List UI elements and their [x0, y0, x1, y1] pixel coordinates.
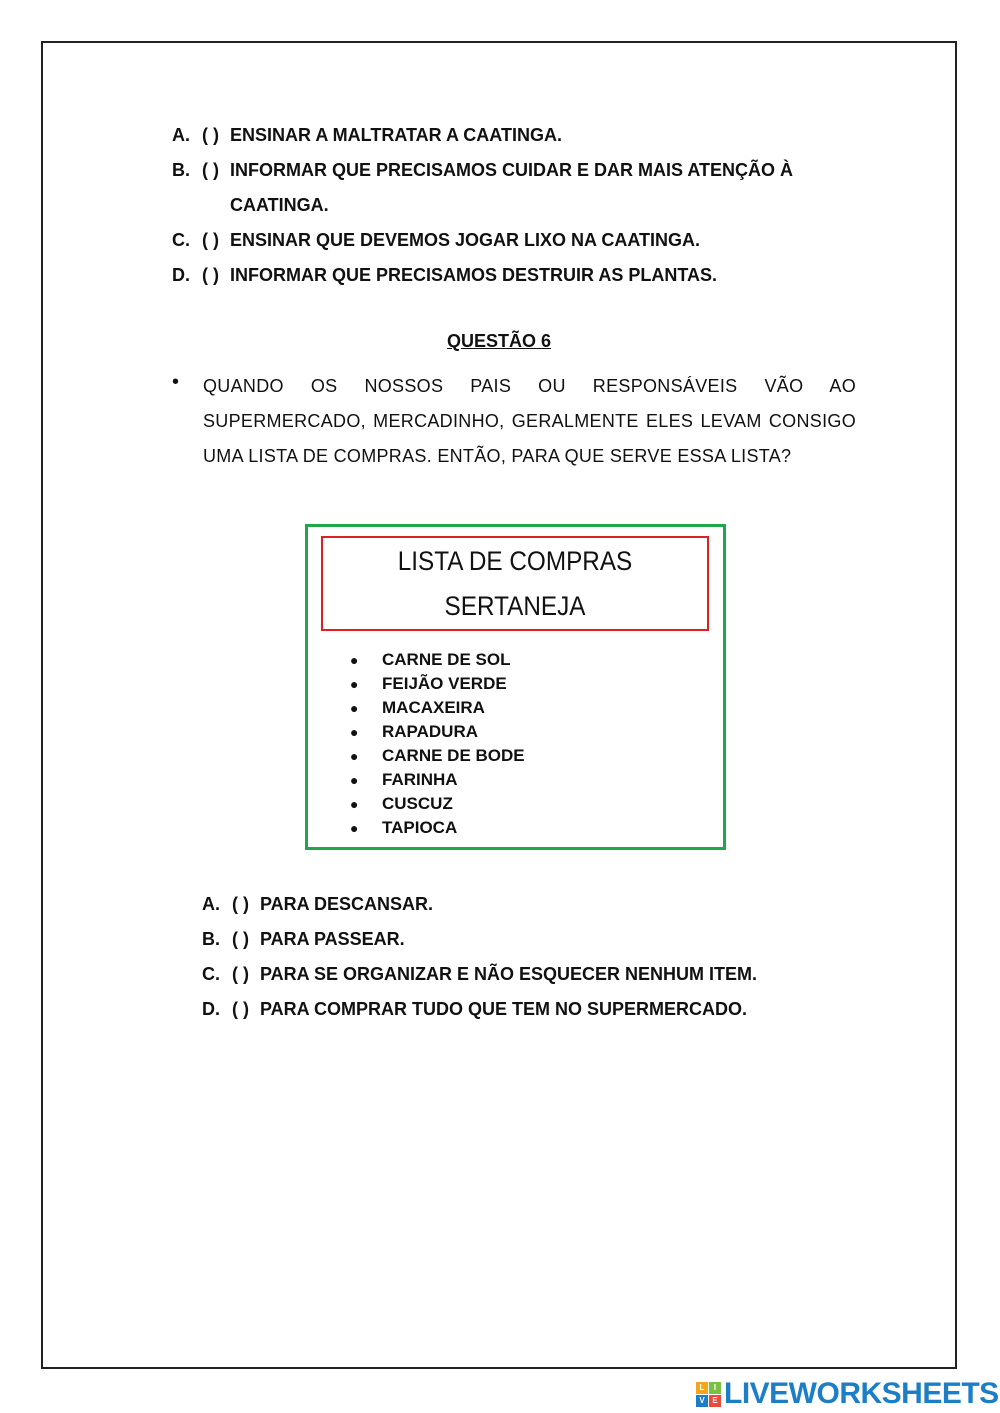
- list-item: [350, 768, 525, 792]
- option-letter: D.: [172, 265, 190, 285]
- option-checkbox[interactable]: ( ): [202, 125, 219, 145]
- list-item: [350, 648, 525, 672]
- list-item-text: TAPIOCA: [382, 818, 458, 837]
- list-item-text: CUSCUZ: [382, 794, 453, 813]
- question6-options: [202, 887, 862, 1027]
- bullet-icon: •: [172, 371, 180, 393]
- shopping-list-title-box: [321, 536, 709, 631]
- option-letter: B.: [172, 160, 190, 180]
- option-letter: B.: [202, 929, 220, 949]
- shopping-list-title-line2: SERTANEJA: [444, 591, 586, 621]
- option-checkbox[interactable]: ( ): [202, 265, 219, 285]
- option-checkbox[interactable]: ( ): [232, 964, 249, 984]
- logo-text: LIVEWORKSHEETS: [724, 1377, 999, 1410]
- option-checkbox[interactable]: ( ): [202, 160, 219, 180]
- question5-option-b[interactable]: [172, 153, 856, 223]
- option-text: INFORMAR QUE PRECISAMOS CUIDAR E DAR MAIS ATENÇÃO À CAATINGA.: [230, 160, 794, 215]
- question6-option-c[interactable]: [202, 957, 862, 992]
- list-item-text: FEIJÃO VERDE: [382, 674, 507, 693]
- logo-mark-letter: E: [709, 1395, 721, 1407]
- list-item-text: RAPADURA: [382, 722, 479, 741]
- option-letter: D.: [202, 999, 220, 1019]
- list-item: [350, 792, 525, 816]
- list-item: [350, 696, 525, 720]
- option-checkbox[interactable]: ( ): [232, 894, 249, 914]
- logo-mark-letter: L: [696, 1382, 708, 1394]
- question5-option-a[interactable]: [172, 118, 856, 153]
- question6-option-a[interactable]: [202, 887, 862, 922]
- list-item-text: CARNE DE BODE: [382, 746, 525, 765]
- option-text: PARA SE ORGANIZAR E NÃO ESQUECER NENHUM ITEM.: [260, 964, 758, 984]
- option-letter: C.: [202, 964, 220, 984]
- logo-mark-icon: [696, 1382, 721, 1407]
- shopping-list-title-line1: LISTA DE COMPRAS: [397, 546, 633, 576]
- bullet-icon: ●: [350, 652, 359, 668]
- list-item-text: CARNE DE SOL: [382, 650, 511, 669]
- question6-option-b[interactable]: [202, 922, 862, 957]
- list-item: [350, 672, 525, 696]
- bullet-icon: ●: [350, 676, 359, 692]
- list-item: [350, 720, 525, 744]
- question5-options: [172, 118, 856, 293]
- logo-mark-letter: I: [709, 1382, 721, 1394]
- option-checkbox[interactable]: ( ): [232, 929, 249, 949]
- logo-mark-letter: V: [696, 1395, 708, 1407]
- question6-title-text: QUESTÃO 6: [446, 331, 552, 351]
- question6-prompt: QUANDO OS NOSSOS PAIS OU RESPONSÁVEIS VÃO AO SUPERMERCADO, MERCADINHO, GERALMENTE ELES LEVAM CONSIGO UMA LISTA DE COMPRAS. ENTÃO, PARA QUE SERVE ESSA LISTA?: [203, 376, 856, 466]
- option-checkbox[interactable]: ( ): [202, 230, 219, 250]
- option-checkbox[interactable]: ( ): [232, 999, 249, 1019]
- option-letter: A.: [202, 894, 220, 914]
- shopping-list-items: [350, 648, 525, 840]
- question6-title: [0, 331, 1000, 352]
- option-text: ENSINAR QUE DEVEMOS JOGAR LIXO NA CAATINGA.: [230, 230, 701, 250]
- bullet-icon: ●: [350, 700, 359, 716]
- option-text: PARA PASSEAR.: [260, 929, 405, 949]
- bullet-icon: ●: [350, 772, 359, 788]
- list-item: [350, 744, 525, 768]
- bullet-icon: ●: [350, 724, 359, 740]
- option-text: ENSINAR A MALTRATAR A CAATINGA.: [230, 125, 562, 145]
- option-text: PARA DESCANSAR.: [260, 894, 434, 914]
- liveworksheets-logo: [696, 1378, 999, 1410]
- list-item-text: FARINHA: [382, 770, 458, 789]
- option-letter: A.: [172, 125, 190, 145]
- bullet-icon: ●: [350, 820, 359, 836]
- option-letter: C.: [172, 230, 190, 250]
- question5-option-c[interactable]: [172, 223, 856, 258]
- question6-option-d[interactable]: [202, 992, 862, 1027]
- bullet-icon: ●: [350, 796, 359, 812]
- bullet-icon: ●: [350, 748, 359, 764]
- option-text: INFORMAR QUE PRECISAMOS DESTRUIR AS PLANTAS.: [230, 265, 718, 285]
- option-text: PARA COMPRAR TUDO QUE TEM NO SUPERMERCADO.: [260, 999, 748, 1019]
- list-item: [350, 816, 525, 840]
- list-item-text: MACAXEIRA: [382, 698, 485, 717]
- question5-option-d[interactable]: [172, 258, 856, 293]
